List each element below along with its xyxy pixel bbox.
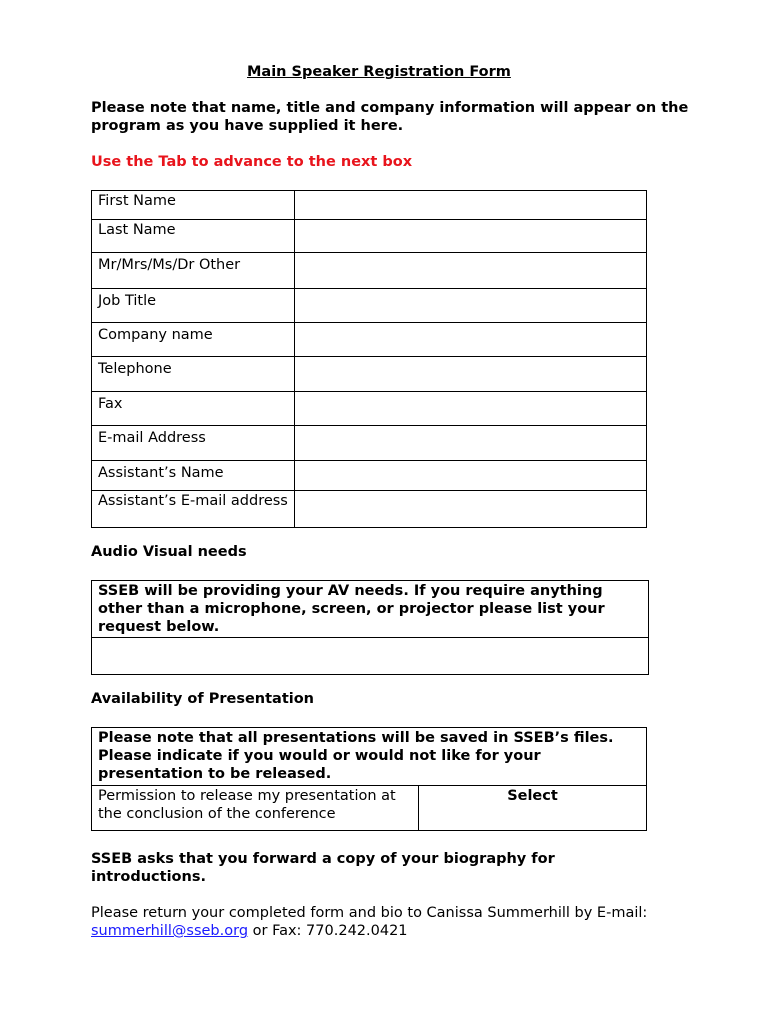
job-title-field[interactable] xyxy=(295,289,647,323)
av-heading: Audio Visual needs xyxy=(91,544,247,560)
field-row-job-title xyxy=(92,289,647,323)
salutation-field[interactable] xyxy=(295,253,647,289)
field-label: E-mail Address xyxy=(92,426,295,461)
last-name-input[interactable] xyxy=(301,222,640,238)
av-table xyxy=(91,580,649,675)
assistant-name-field[interactable] xyxy=(295,461,647,491)
form-title: Main Speaker Registration Form xyxy=(247,64,511,80)
permission-select[interactable]: Select xyxy=(419,786,647,831)
return-text: Please return your completed form and bio to Canissa Summerhill by E-mail: xyxy=(91,905,648,921)
field-row-first-name xyxy=(92,191,647,220)
first-name-input[interactable] xyxy=(301,193,640,209)
last-name-field[interactable] xyxy=(295,220,647,253)
permission-label: Permission to release my presentation at the conclusion of the conference xyxy=(92,786,419,831)
field-row-fax xyxy=(92,392,647,426)
company-field[interactable] xyxy=(295,323,647,357)
av-request-field[interactable] xyxy=(92,638,649,675)
field-row-assistant-email xyxy=(92,491,647,528)
field-row-salutation xyxy=(92,253,647,289)
registration-table xyxy=(91,190,647,528)
assistant-email-field[interactable] xyxy=(295,491,647,528)
field-label: Assistant’s E-mail address xyxy=(92,491,295,528)
assistant-email-input[interactable] xyxy=(301,493,640,509)
salutation-input[interactable] xyxy=(301,255,640,271)
company-input[interactable] xyxy=(301,325,640,341)
availability-instructions: Please note that all presentations will be saved in SSEB’s files. Please indicate if you would or would not like for your presentation to be released. xyxy=(92,728,647,786)
fax-field[interactable] xyxy=(295,392,647,426)
permission-row xyxy=(92,786,647,831)
return-instructions xyxy=(91,904,651,940)
field-label: Assistant’s Name xyxy=(92,461,295,491)
fax-input[interactable] xyxy=(301,394,640,410)
field-row-last-name xyxy=(92,220,647,253)
field-label: Fax xyxy=(92,392,295,426)
field-row-email xyxy=(92,426,647,461)
email-link[interactable]: summerhill@sseb.org xyxy=(91,923,249,939)
job-title-input[interactable] xyxy=(301,291,640,307)
availability-instructions-row xyxy=(92,728,647,786)
bio-note: SSEB asks that you forward a copy of your biography for introductions. xyxy=(91,851,555,885)
field-label: Job Title xyxy=(92,289,295,323)
availability-table xyxy=(91,727,647,831)
field-label: Company name xyxy=(92,323,295,357)
field-label: Telephone xyxy=(92,357,295,392)
field-label: Mr/Mrs/Ms/Dr Other xyxy=(92,253,295,289)
telephone-input[interactable] xyxy=(301,359,640,375)
av-request-input[interactable] xyxy=(98,640,642,656)
tab-instruction: Use the Tab to advance to the next box xyxy=(91,154,413,170)
email-input[interactable] xyxy=(301,428,640,444)
field-row-telephone xyxy=(92,357,647,392)
email-field[interactable] xyxy=(295,426,647,461)
av-instructions: SSEB will be providing your AV needs. If you require anything other than a microphone, screen, or projector please list your request below. xyxy=(92,581,649,638)
program-note: Please note that name, title and company information will appear on the program as you have supplied it here. xyxy=(91,100,689,134)
av-request-row xyxy=(92,638,649,675)
av-instructions-row xyxy=(92,581,649,638)
field-label: Last Name xyxy=(92,220,295,253)
field-row-assistant-name xyxy=(92,461,647,491)
first-name-field[interactable] xyxy=(295,191,647,220)
telephone-field[interactable] xyxy=(295,357,647,392)
assistant-name-input[interactable] xyxy=(301,463,640,479)
fax-text: or Fax: 770.242.0421 xyxy=(248,923,408,939)
field-label: First Name xyxy=(92,191,295,220)
availability-heading: Availability of Presentation xyxy=(91,691,315,707)
field-row-company xyxy=(92,323,647,357)
